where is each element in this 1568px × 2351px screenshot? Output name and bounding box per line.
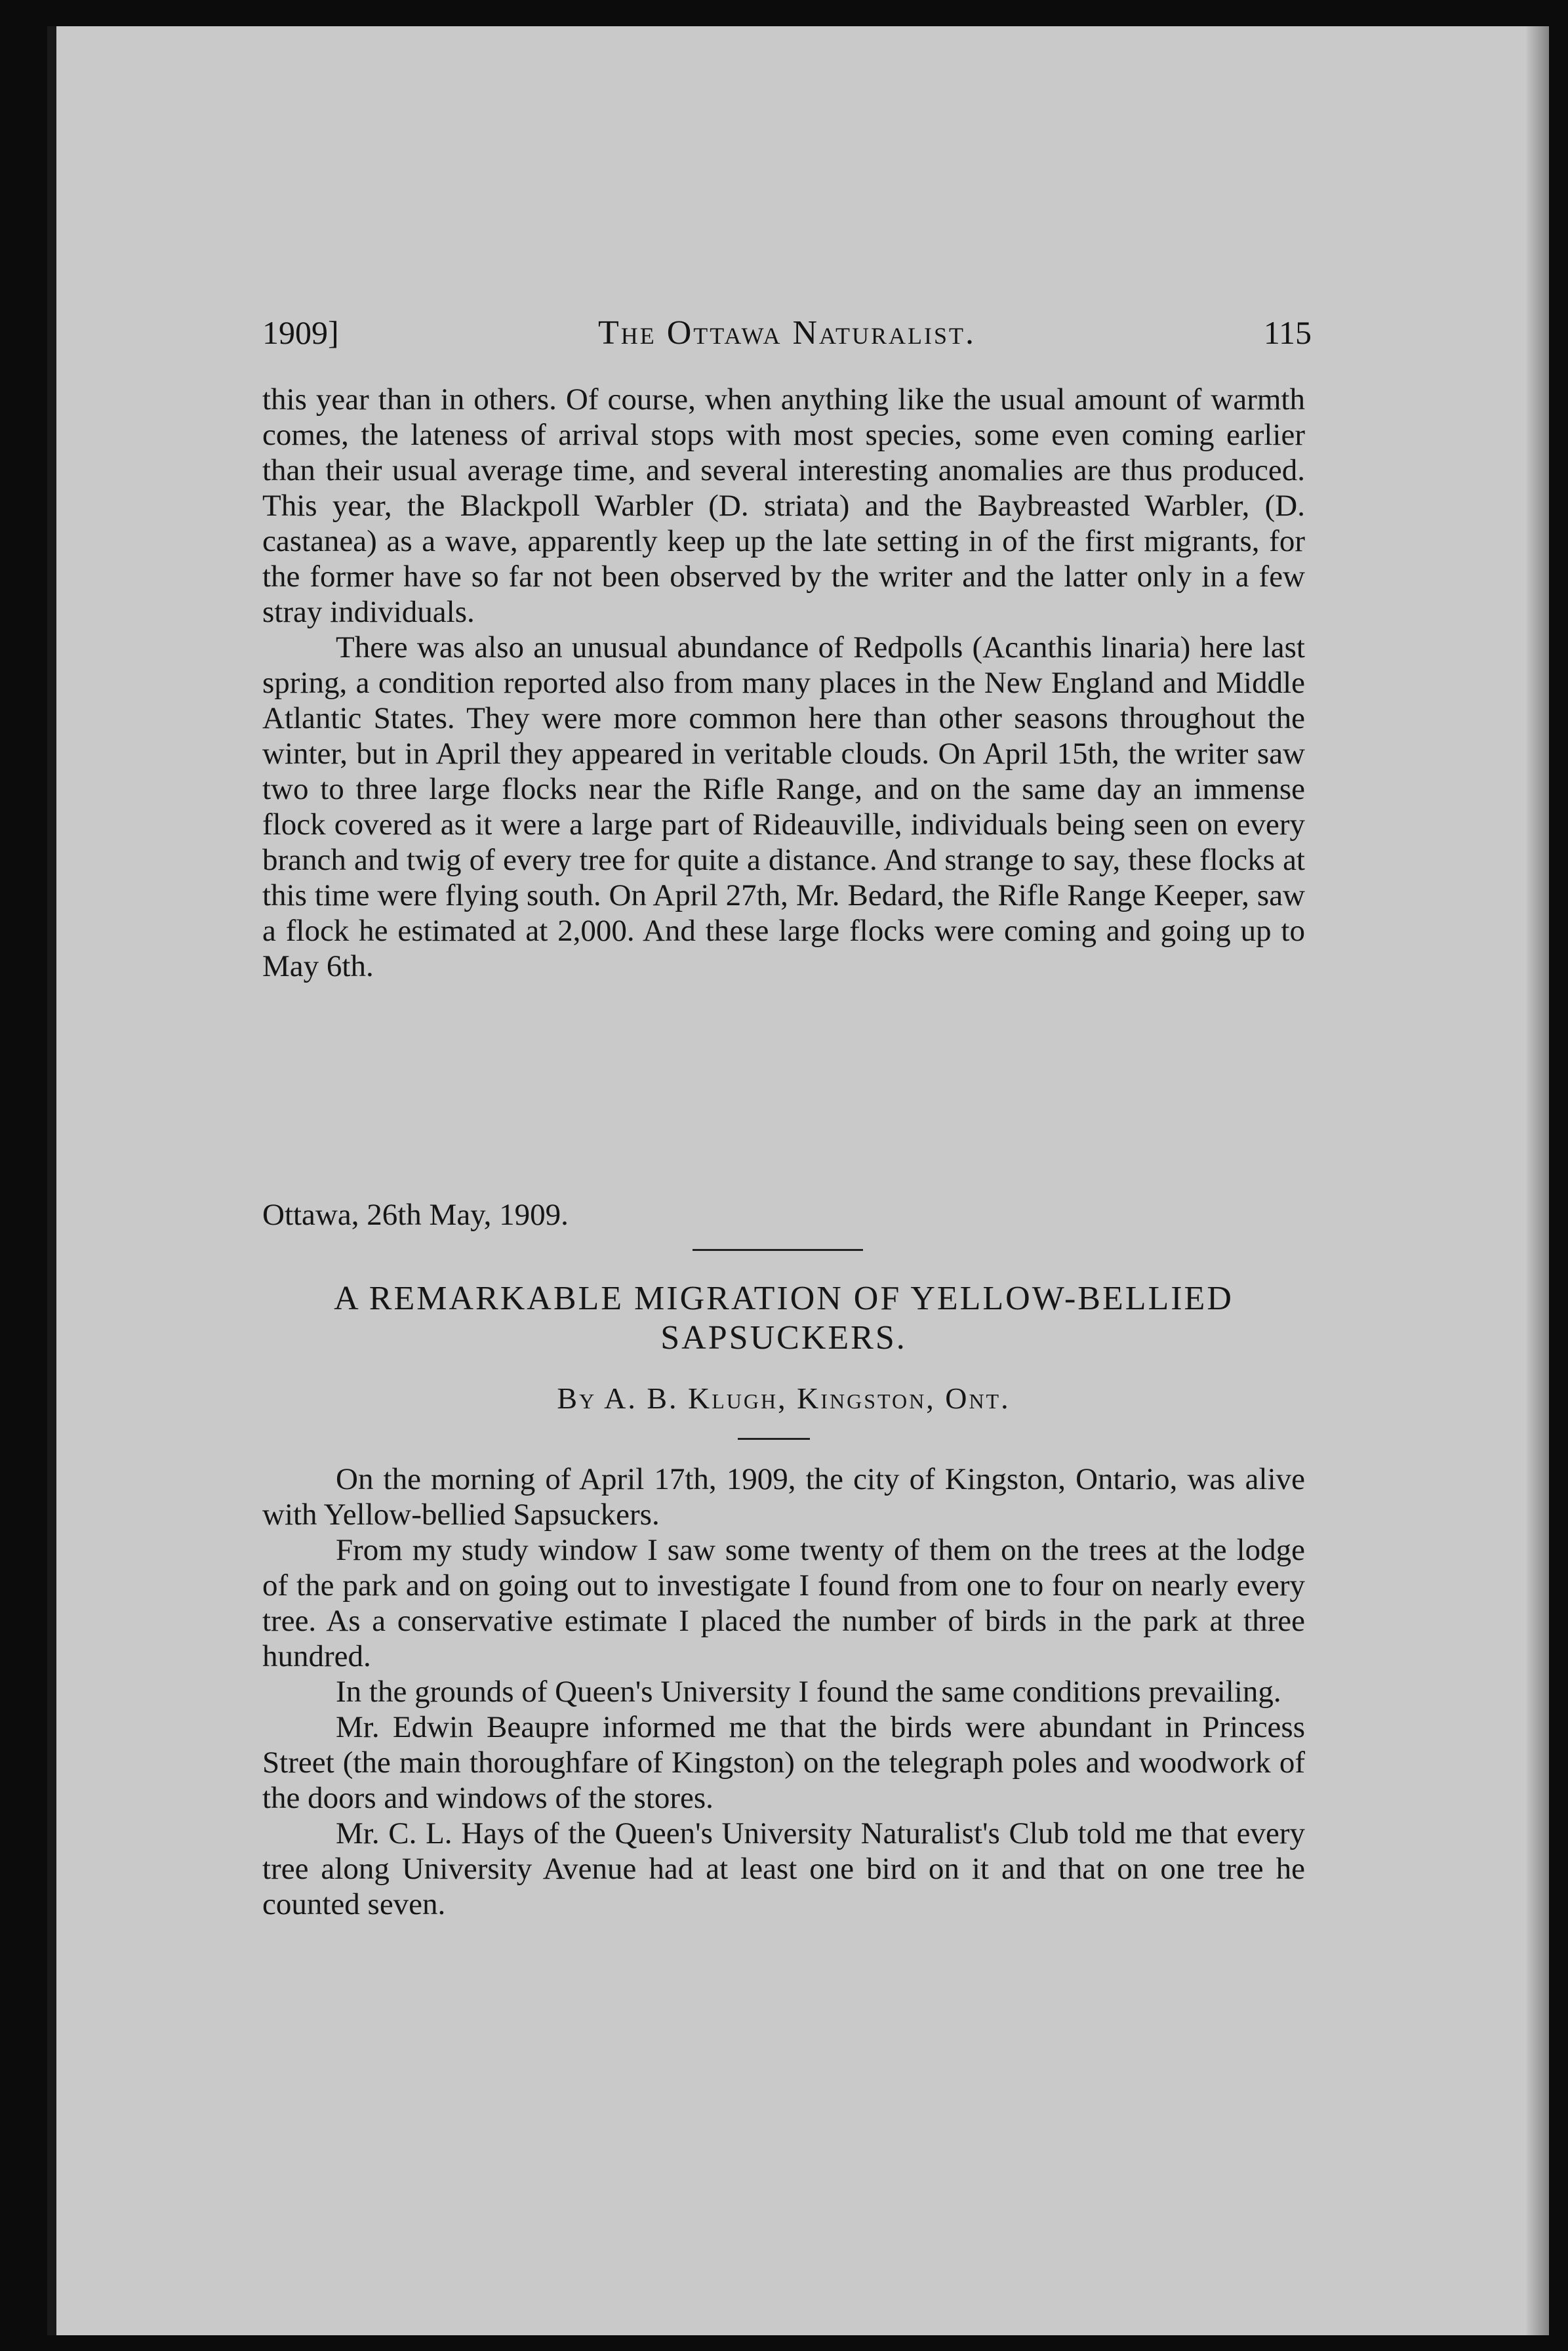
byline-divider (738, 1438, 810, 1440)
article-title: A REMARKABLE MIGRATION OF YELLOW-BELLIED SAPSUCKERS. (334, 1280, 1234, 1357)
paragraph: Mr. C. L. Hays of the Queen's University Naturalist's Club told me that every tree along University Avenue had at least one bird on it and that on one tree he counted seven. (262, 1816, 1305, 1921)
page-edge-shadow (1525, 26, 1549, 2335)
paragraph: In the grounds of Queen's University I found the same conditions prevailing. (336, 1675, 1281, 1709)
paragraph: From my study window I saw some twenty of them on the trees at the lodge of the park and on going out to investigate I found from one to four on nearly every tree. As a conservative estimate I placed the number of birds in the park at three hundred. (262, 1533, 1305, 1673)
header-page-number: 115 (1263, 314, 1312, 351)
header-year: 1909] (262, 314, 339, 351)
article-continuation (262, 382, 1305, 984)
running-header (262, 314, 1312, 359)
article-body (262, 1462, 1305, 1922)
article-byline: By A. B. Klugh, Kingston, Ont. (557, 1381, 1011, 1415)
paragraph: There was also an unusual abundance of Redpolls (Acanthis linaria) here last spring, a condition reported also from many places in the New England and Middle Atlantic States. They were more common here than other seasons throughout the winter, but in April they appeared in veritable clouds. On April 15th, the writer saw two to three large flocks near the Rifle Range, and on the same day an immense flock covered as it were a large part of Rideauville, individuals being seen on every branch and twig of every tree for quite a distance. And strange to say, these flocks at this time were flying south. On April 27th, Mr. Bedard, the Rifle Range Keeper, saw a flock he estimated at 2,000. And these large flocks were coming and going up to May 6th. (262, 630, 1305, 983)
header-journal-title: The Ottawa Naturalist. (597, 314, 976, 352)
paragraph: this year than in others. Of course, when anything like the usual amount of warmth comes, the lateness of arrival stops with most species, some even coming earlier than their usual average time, and several interesting anomalies are thus produced. This year, the Blackpoll Warbler (D. striata) and the Baybreasted Warbler, (D. castanea) as a wave, apparently keep up the late setting in of the first migrants, for the former have so far not been observed by the writer and the latter only in a few stray individuals. (262, 382, 1305, 629)
paragraph: On the morning of April 17th, 1909, the city of Kingston, Ontario, was alive with Yellow-bellied Sapsuckers. (262, 1462, 1305, 1532)
scanned-page (47, 26, 1549, 2335)
paragraph: Mr. Edwin Beaupre informed me that the birds were abundant in Princess Street (the main thoroughfare of Kingston) on the telegraph poles and woodwork of the doors and windows of the stores. (262, 1710, 1305, 1815)
section-divider (693, 1249, 863, 1251)
dateline: Ottawa, 26th May, 1909. (262, 1198, 569, 1232)
